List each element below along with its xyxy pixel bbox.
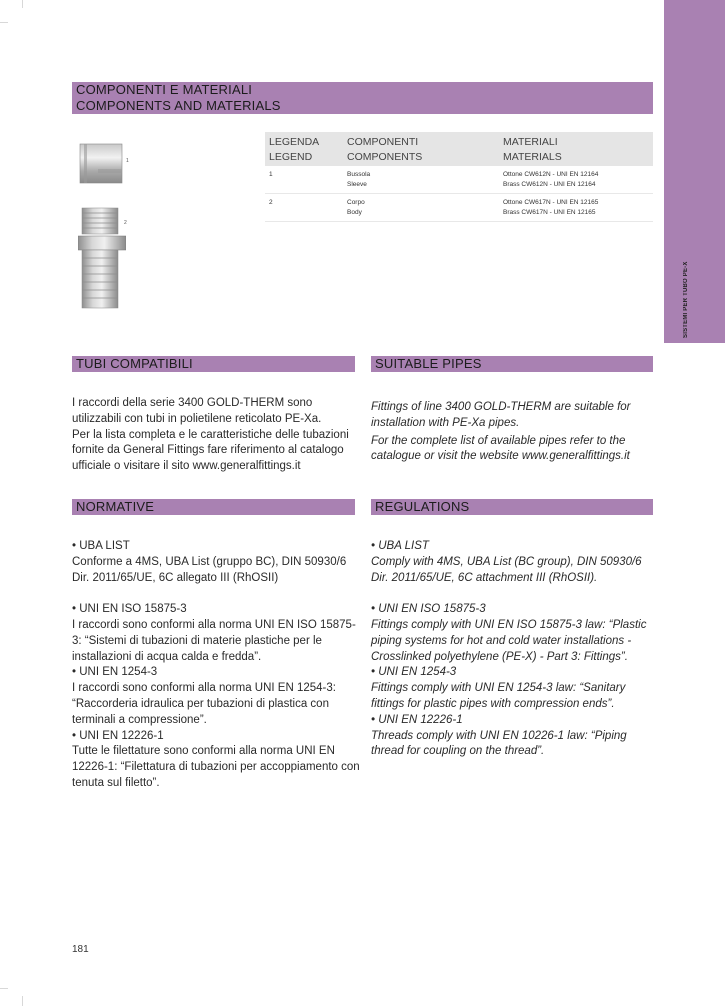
regulations-uba-text: Comply with 4MS, UBA List (BC group), DIN 50930/6 Dir. 2011/65/UE, 6C attachment III (RhOSII). bbox=[371, 555, 642, 584]
normative-iso-title: • UNI EN ISO 15875-3 bbox=[72, 603, 187, 616]
component-it: Corpo bbox=[347, 199, 365, 206]
normative-en1254-title: • UNI EN 1254-3 bbox=[72, 666, 158, 679]
regulations-en1254-title: • UNI EN 1254-3 bbox=[371, 666, 457, 679]
figure-label-2: 2 bbox=[124, 220, 127, 226]
legend-header-en: LEGEND bbox=[269, 151, 313, 163]
regulations-iso-title: • UNI EN ISO 15875-3 bbox=[371, 603, 486, 616]
legend-cell: 2 bbox=[265, 194, 343, 222]
material-cell bbox=[499, 194, 653, 222]
regulations-en1254-text: Fittings comply with UNI EN 1254-3 law: “Sanitary fittings for plastic pipes with compression ends”. bbox=[371, 682, 626, 710]
materials-header bbox=[499, 132, 653, 166]
spacer bbox=[72, 586, 360, 602]
normative-uba-text: Conforme a 4MS, UBA List (gruppo BC), DIN 50930/6 Dir. 2011/65/UE, 6C allegato III (RhOSII) bbox=[72, 555, 347, 584]
spacer bbox=[371, 586, 651, 602]
crop-mark bbox=[0, 22, 8, 23]
normative-text bbox=[72, 539, 360, 792]
tubi-title: TUBI COMPATIBILI bbox=[72, 356, 355, 372]
materials-header-en: MATERIALS bbox=[503, 151, 562, 163]
components-header-it: COMPONENTI bbox=[347, 136, 419, 148]
legend-header bbox=[265, 132, 343, 166]
crop-mark bbox=[0, 988, 8, 989]
table-header-row bbox=[265, 132, 653, 166]
pipes-text bbox=[371, 400, 649, 465]
regulations-iso-text: Fittings comply with UNI EN ISO 15875-3 law: “Plastic piping systems for hot and cold water installations - Crosslinked polyethylene (PE-X) - Part 3: Fittings”. bbox=[371, 618, 647, 663]
tubi-paragraph-2: Per la lista completa e le caratteristiche delle tubazioni fornite da General Fittings fare riferimento al catalogo ufficiale o visitare il sito www.generalfittings.it bbox=[72, 428, 349, 473]
normative-en12226-title: • UNI EN 12226-1 bbox=[72, 729, 164, 742]
side-tab-label: SISTEMI PER TUBO PE-X bbox=[683, 261, 689, 338]
page-number: 181 bbox=[72, 944, 89, 955]
normative-title: NORMATIVE bbox=[72, 499, 355, 515]
pipes-paragraph-2: For the complete list of available pipes refer to the catalogue or visit the website www.generalfittings.it bbox=[371, 434, 630, 463]
normative-en12226-text: Tutte le filettature sono conformi alla norma UNI EN 12226-1: “Filettatura di tubazioni per accoppiamento con tenuta sul filetto”. bbox=[72, 745, 360, 789]
table-row bbox=[265, 166, 653, 194]
table-row bbox=[265, 194, 653, 222]
tubi-paragraph-1: I raccordi della serie 3400 GOLD-THERM sono utilizzabili con tubi in polietilene reticolato PE-Xa. bbox=[72, 397, 322, 425]
figure-label-1: 1 bbox=[126, 158, 129, 164]
regulations-uba-title: • UBA LIST bbox=[371, 540, 429, 552]
pipes-paragraph-1: Fittings of line 3400 GOLD-THERM are suitable for installation with PE-Xa pipes. bbox=[371, 401, 631, 429]
material-it: Ottone CW612N - UNI EN 12164 bbox=[503, 171, 599, 178]
component-it: Bussola bbox=[347, 171, 371, 178]
material-en: Brass CW617N - UNI EN 12165 bbox=[503, 209, 596, 216]
materials-header-it: MATERIALI bbox=[503, 136, 558, 148]
legend-cell: 1 bbox=[265, 166, 343, 194]
material-cell bbox=[499, 166, 653, 194]
tubi-text bbox=[72, 396, 360, 475]
legend-header-it: LEGENDA bbox=[269, 136, 320, 148]
material-en: Brass CW612N - UNI EN 12164 bbox=[503, 181, 596, 188]
crop-mark bbox=[22, 0, 23, 8]
component-en: Body bbox=[347, 209, 362, 216]
material-it: Ottone CW617N - UNI EN 12165 bbox=[503, 199, 599, 206]
component-cell bbox=[343, 166, 499, 194]
component-cell bbox=[343, 194, 499, 222]
normative-iso-text: I raccordi sono conformi alla norma UNI EN ISO 15875-3: “Sistemi di tubazioni di materie plastiche per le installazioni di acqua calda e fredda”. bbox=[72, 618, 356, 663]
normative-uba-title: • UBA LIST bbox=[72, 540, 130, 552]
pipes-title: SUITABLE PIPES bbox=[371, 356, 653, 372]
regulations-title: REGULATIONS bbox=[371, 499, 653, 515]
components-title-it: COMPONENTI E MATERIALI bbox=[72, 82, 653, 98]
components-table bbox=[265, 132, 653, 222]
normative-en1254-text: I raccordi sono conformi alla norma UNI EN 1254-3: “Raccorderia idraulica per tubazioni di plastica con terminali a compressione”. bbox=[72, 682, 336, 726]
regulations-text bbox=[371, 539, 651, 760]
regulations-en12226-title: • UNI EN 12226-1 bbox=[371, 713, 463, 726]
side-tab bbox=[664, 0, 725, 343]
crop-mark bbox=[22, 996, 23, 1006]
body-image bbox=[78, 206, 126, 312]
components-header bbox=[343, 132, 499, 166]
regulations-en12226-text: Threads comply with UNI EN 10226-1 law: “Piping thread for coupling on the thread”. bbox=[371, 729, 627, 758]
component-en: Sleeve bbox=[347, 181, 367, 188]
components-title-en: COMPONENTS AND MATERIALS bbox=[72, 98, 653, 114]
sleeve-image bbox=[78, 143, 124, 185]
components-header-en: COMPONENTS bbox=[347, 151, 423, 163]
